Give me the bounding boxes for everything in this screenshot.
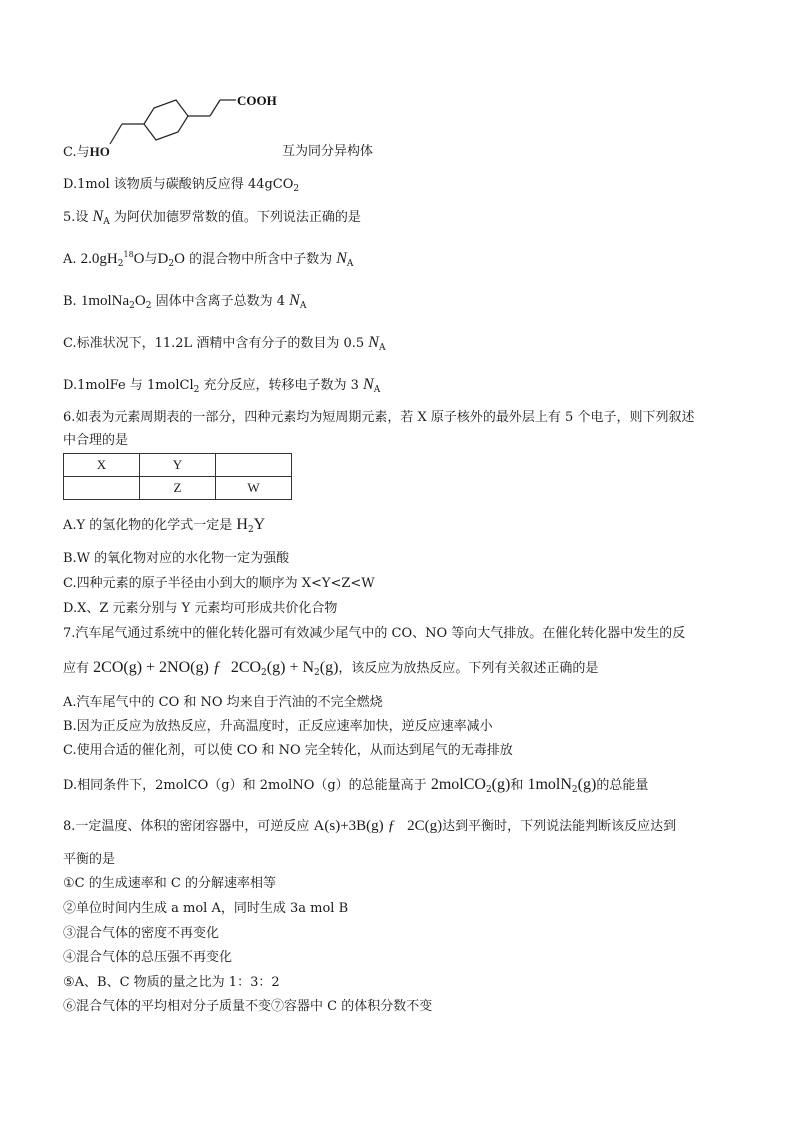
q7-option-c: C.使用合适的催化剂，可以使 CO 和 NO 完全转化，从而达到尾气的无毒排放 [63,743,513,758]
q4-option-d [63,177,299,193]
q8-eq: A(s)+3B(g) [313,818,384,834]
q7-option-a: A.汽车尾气中的 CO 和 NO 均来自于汽油的不完全燃烧 [63,695,383,710]
table-cell: X [64,454,140,477]
q5-b-sub2: 2 [145,301,152,311]
na-symbol: N [336,250,347,267]
list-item: ④混合气体的总压强不再变化 [63,950,233,965]
q7-option-d [63,777,648,794]
q5-a-label: A. [63,252,81,267]
q5-stem [63,209,361,226]
q8-stem1-post: 达到平衡时，下列说法能判断该反应达到 [442,819,677,834]
cooh-label: COOH [237,93,277,108]
na-symbol: N [363,376,374,393]
q7-d-post: 的总能量 [596,778,649,793]
q4-option-c-suffix: 互为同分异构体 [282,144,374,159]
q8-stem1-pre: 8.一定温度、体积的密闭容器中，可逆反应 [63,819,314,834]
q8-eq-right: 2C(g) [407,818,443,834]
q5-b-sub1: 2 [129,301,135,311]
list-item: ②单位时间内生成 a mol A，同时生成 3a mol B [63,901,349,916]
table-cell: W [216,477,292,500]
q7-option-b: B.因为正反应为放热反应，升高温度时，正反应速率加快，逆反应速率减小 [63,719,493,734]
q7-eq-right-b: (g) + N [266,659,315,676]
q4-d-sub: 2 [293,184,300,194]
q6-a-y: Y [253,516,266,533]
list-item: ⑤A、B、C 物质的量之比为 1：3：2 [63,975,280,990]
q5-c-text: C.标准状况下，11.2L 酒精中含有分子的数目为 0.5 [63,336,369,351]
na-sub: A [299,301,307,311]
q5-stem-b: 为阿伏加德罗常数的值。下列说法正确的是 [109,210,361,225]
na-sub: A [378,343,386,353]
q7-d-mid: 和 [510,778,528,793]
q7-stem-line1: 7.汽车尾气通过系统中的催化转化器可有效减少尾气中的 CO、NO 等向大气排放。在催化转化器中发生的反 [63,626,686,641]
q5-b-formula-a: 1molNa [80,293,130,309]
na-symbol: N [289,292,300,309]
q6-a-h: H [236,516,248,533]
q4-c-prefix: C.与 [63,145,90,160]
q5-option-c [63,335,385,352]
q7-eq-right-c: (g) [319,659,339,676]
q6-option-a [63,517,265,534]
q8-stem-line1 [63,818,676,835]
na-sub: A [103,217,110,227]
q5-b-text: 固体中含离子总数为 4 [151,294,290,309]
q5-b-label: B. [63,294,81,309]
q5-stem-a: 5.设 [63,210,93,225]
hexagon-ring [144,100,188,140]
na-sub: A [346,259,354,269]
q6-stem-line1: 6.如表为元素周期表的一部分，四种元素均为短周期元素，若 X 原子核外的最外层上有 5 个电子，则下列叙述 [63,410,695,425]
q5-a-d: D [157,251,169,267]
q7-d-f1a: 2molCO [430,776,486,793]
table-row [64,454,292,477]
table-cell: Y [140,454,216,477]
q6-a-text: A.Y 的氢化物的化学式一定是 [63,518,237,533]
q7-eq-right-a: 2CO [230,659,262,676]
q7-eq-left: 2CO(g) + 2NO(g) [93,659,209,676]
q7-d-f2b: (g) [577,776,597,793]
list-item: ①C 的生成速率和 C 的分解速率相等 [63,876,276,891]
q6-option-c: C.四种元素的原子半径由小到大的顺序为 X<Y<Z<W [63,576,375,591]
q6-stem-line2: 中合理的是 [63,433,129,448]
periodic-table-fragment [63,453,292,500]
q7-stem-line2 [63,660,598,677]
na-symbol: N [368,334,379,351]
q5-d-text-b: 充分反应，转移电子数为 3 [199,378,364,393]
q7-stem2-pre: 应有 [63,661,94,676]
q5-a-sup: 18 [123,250,134,259]
q7-d-f2a: 1molN [527,776,572,793]
q7-d-pre: D.相同条件下，2molCO（g）和 2molNO（g）的总能量高于 [63,778,431,793]
list-item: ③混合气体的密度不再变化 [63,926,220,941]
table-cell: Z [140,477,216,500]
q7-eq-sub1: 2 [261,668,267,678]
q5-option-a [63,251,353,268]
q5-a-mid: 与 [144,252,158,267]
q6-option-d: D.X、Z 元素分别与 Y 元素均可形成共价化合物 [63,601,338,616]
q5-d-text-a: D.1molFe 与 1molCl [63,378,194,393]
table-cell [216,454,292,477]
q5-a-do: O [174,251,185,267]
q7-d-f1b: (g) [491,776,511,793]
q4-d-text: D.1mol 该物质与碳酸钠反应得 44gCO [63,177,294,192]
q7-d-f1sub: 2 [485,785,492,795]
q5-a-hsub: 2 [117,259,124,269]
table-cell [64,477,140,500]
q7-stem2-post: ，该反应为放热反应。下列有关叙述正确的是 [338,661,599,676]
q6-a-sub: 2 [247,525,254,535]
q8-stem-line2: 平衡的是 [63,852,116,867]
q5-b-formula-b: O [134,293,146,309]
q5-option-b [63,293,306,310]
q7-d-f2sub: 2 [571,785,578,795]
q6-option-b: B.W 的氧化物对应的水化物一定为强酸 [63,551,290,566]
q5-option-d [63,377,380,394]
q5-a-o: O [133,251,145,267]
equilibrium-arrow-icon: ƒ [387,818,396,834]
q5-a-dsub: 2 [168,259,175,269]
ho-label: HO [89,144,110,159]
cyclohexane-structure-diagram [88,86,288,156]
equilibrium-arrow-icon: ƒ [212,659,221,676]
na-symbol: N [92,208,104,225]
q7-eq-sub2: 2 [314,668,320,678]
q5-a-text: 的混合物中所含中子数为 [184,252,337,267]
table-row [64,477,292,500]
q5-d-sub: 2 [193,385,200,395]
na-sub: A [373,385,381,395]
q5-a-pre: 2.0gH [80,251,118,267]
q4-option-c [63,144,110,161]
list-item: ⑥混合气体的平均相对分子质量不变⑦容器中 C 的体积分数不变 [63,999,433,1014]
